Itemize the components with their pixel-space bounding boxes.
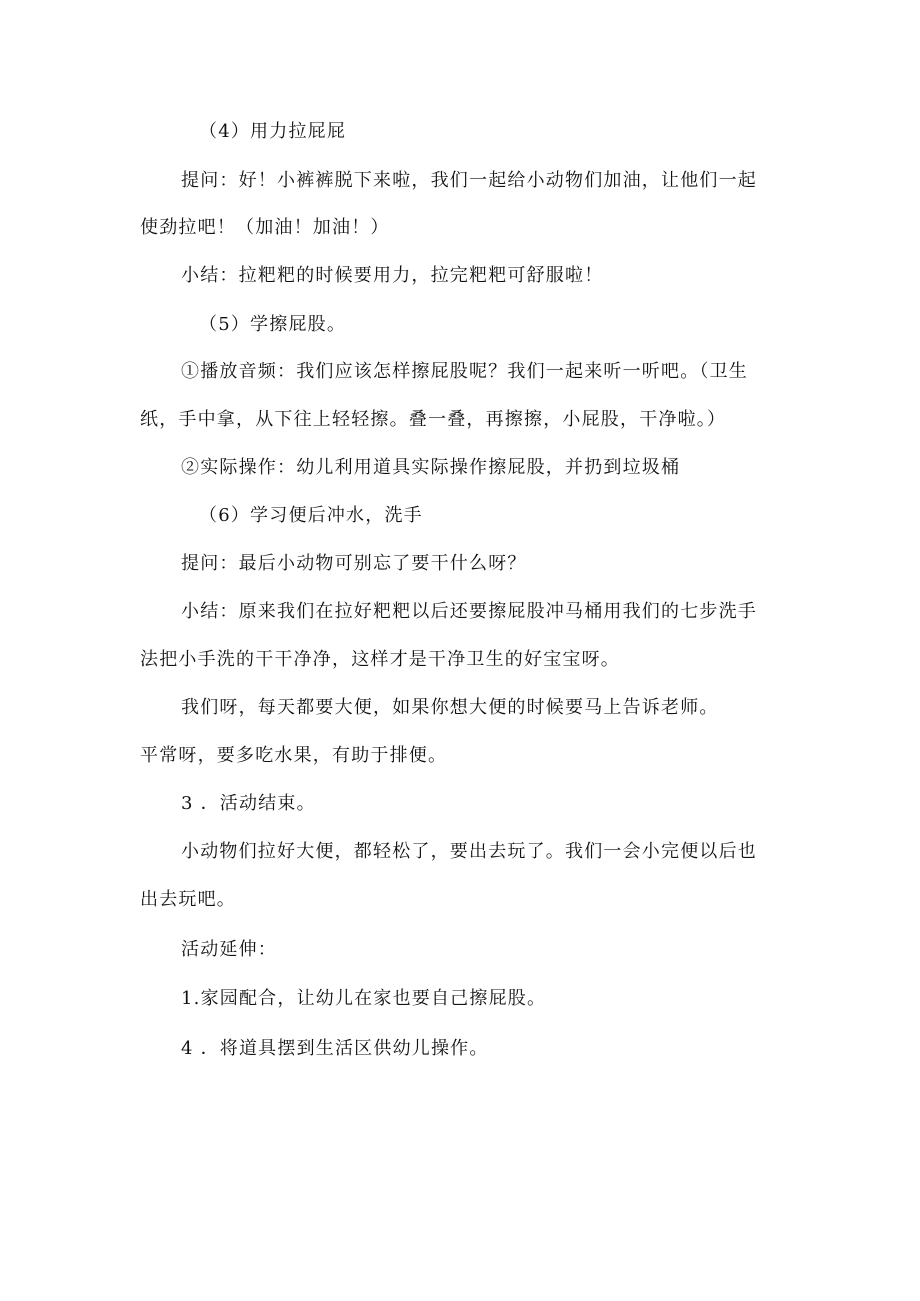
paragraph-line: ①播放音频：我们应该怎样擦屁股呢？我们一起来听一听吧。（卫生	[181, 361, 748, 382]
paragraph-line: 小结：原来我们在拉好粑粑以后还要擦屁股冲马桶用我们的七步洗手	[181, 601, 757, 622]
paragraph-line: 使劲拉吧！（加油！加油！）	[140, 217, 390, 238]
paragraph-line: ②实际操作：幼儿利用道具实际操作擦屁股，并扔到垃圾桶	[181, 457, 681, 478]
subheading-step-6: （6）学习便后冲水，洗手	[199, 505, 423, 526]
section-heading-activity-end: 3 ．活动结束。	[181, 793, 316, 814]
paragraph-line: 我们呀，每天都要大便，如果你想大便的时候要马上告诉老师。	[181, 697, 719, 718]
list-item: 1.家园配合，让幼儿在家也要自己擦屁股。	[181, 988, 547, 1009]
paragraph-line: 提问：最后小动物可别忘了要干什么呀？	[181, 553, 527, 574]
paragraph-line: 小结：拉粑粑的时候要用力，拉完粑粑可舒服啦！	[181, 265, 604, 286]
subheading-step-5: （5）学擦屁股。	[199, 314, 347, 335]
paragraph-line: 平常呀，要多吃水果，有助于排便。	[140, 745, 448, 766]
section-heading-activity-extension: 活动延伸：	[181, 939, 277, 960]
paragraph-line: 出去玩吧。	[140, 889, 236, 910]
paragraph-line: 小动物们拉好大便，都轻松了，要出去玩了。我们一会小完便以后也	[181, 841, 757, 862]
paragraph-line: 提问：好！小裤裤脱下来啦，我们一起给小动物们加油，让他们一起	[181, 170, 757, 191]
subheading-step-4: （4）用力拉屁屁	[199, 121, 347, 142]
paragraph-line: 法把小手洗的干干净净，这样才是干净卫生的好宝宝呀。	[140, 649, 620, 670]
paragraph-line: 纸，手中拿，从下往上轻轻擦。叠一叠，再擦擦，小屁股，干净啦。）	[140, 409, 727, 430]
list-item: 4 ．将道具摆到生活区供幼儿操作。	[181, 1038, 489, 1059]
